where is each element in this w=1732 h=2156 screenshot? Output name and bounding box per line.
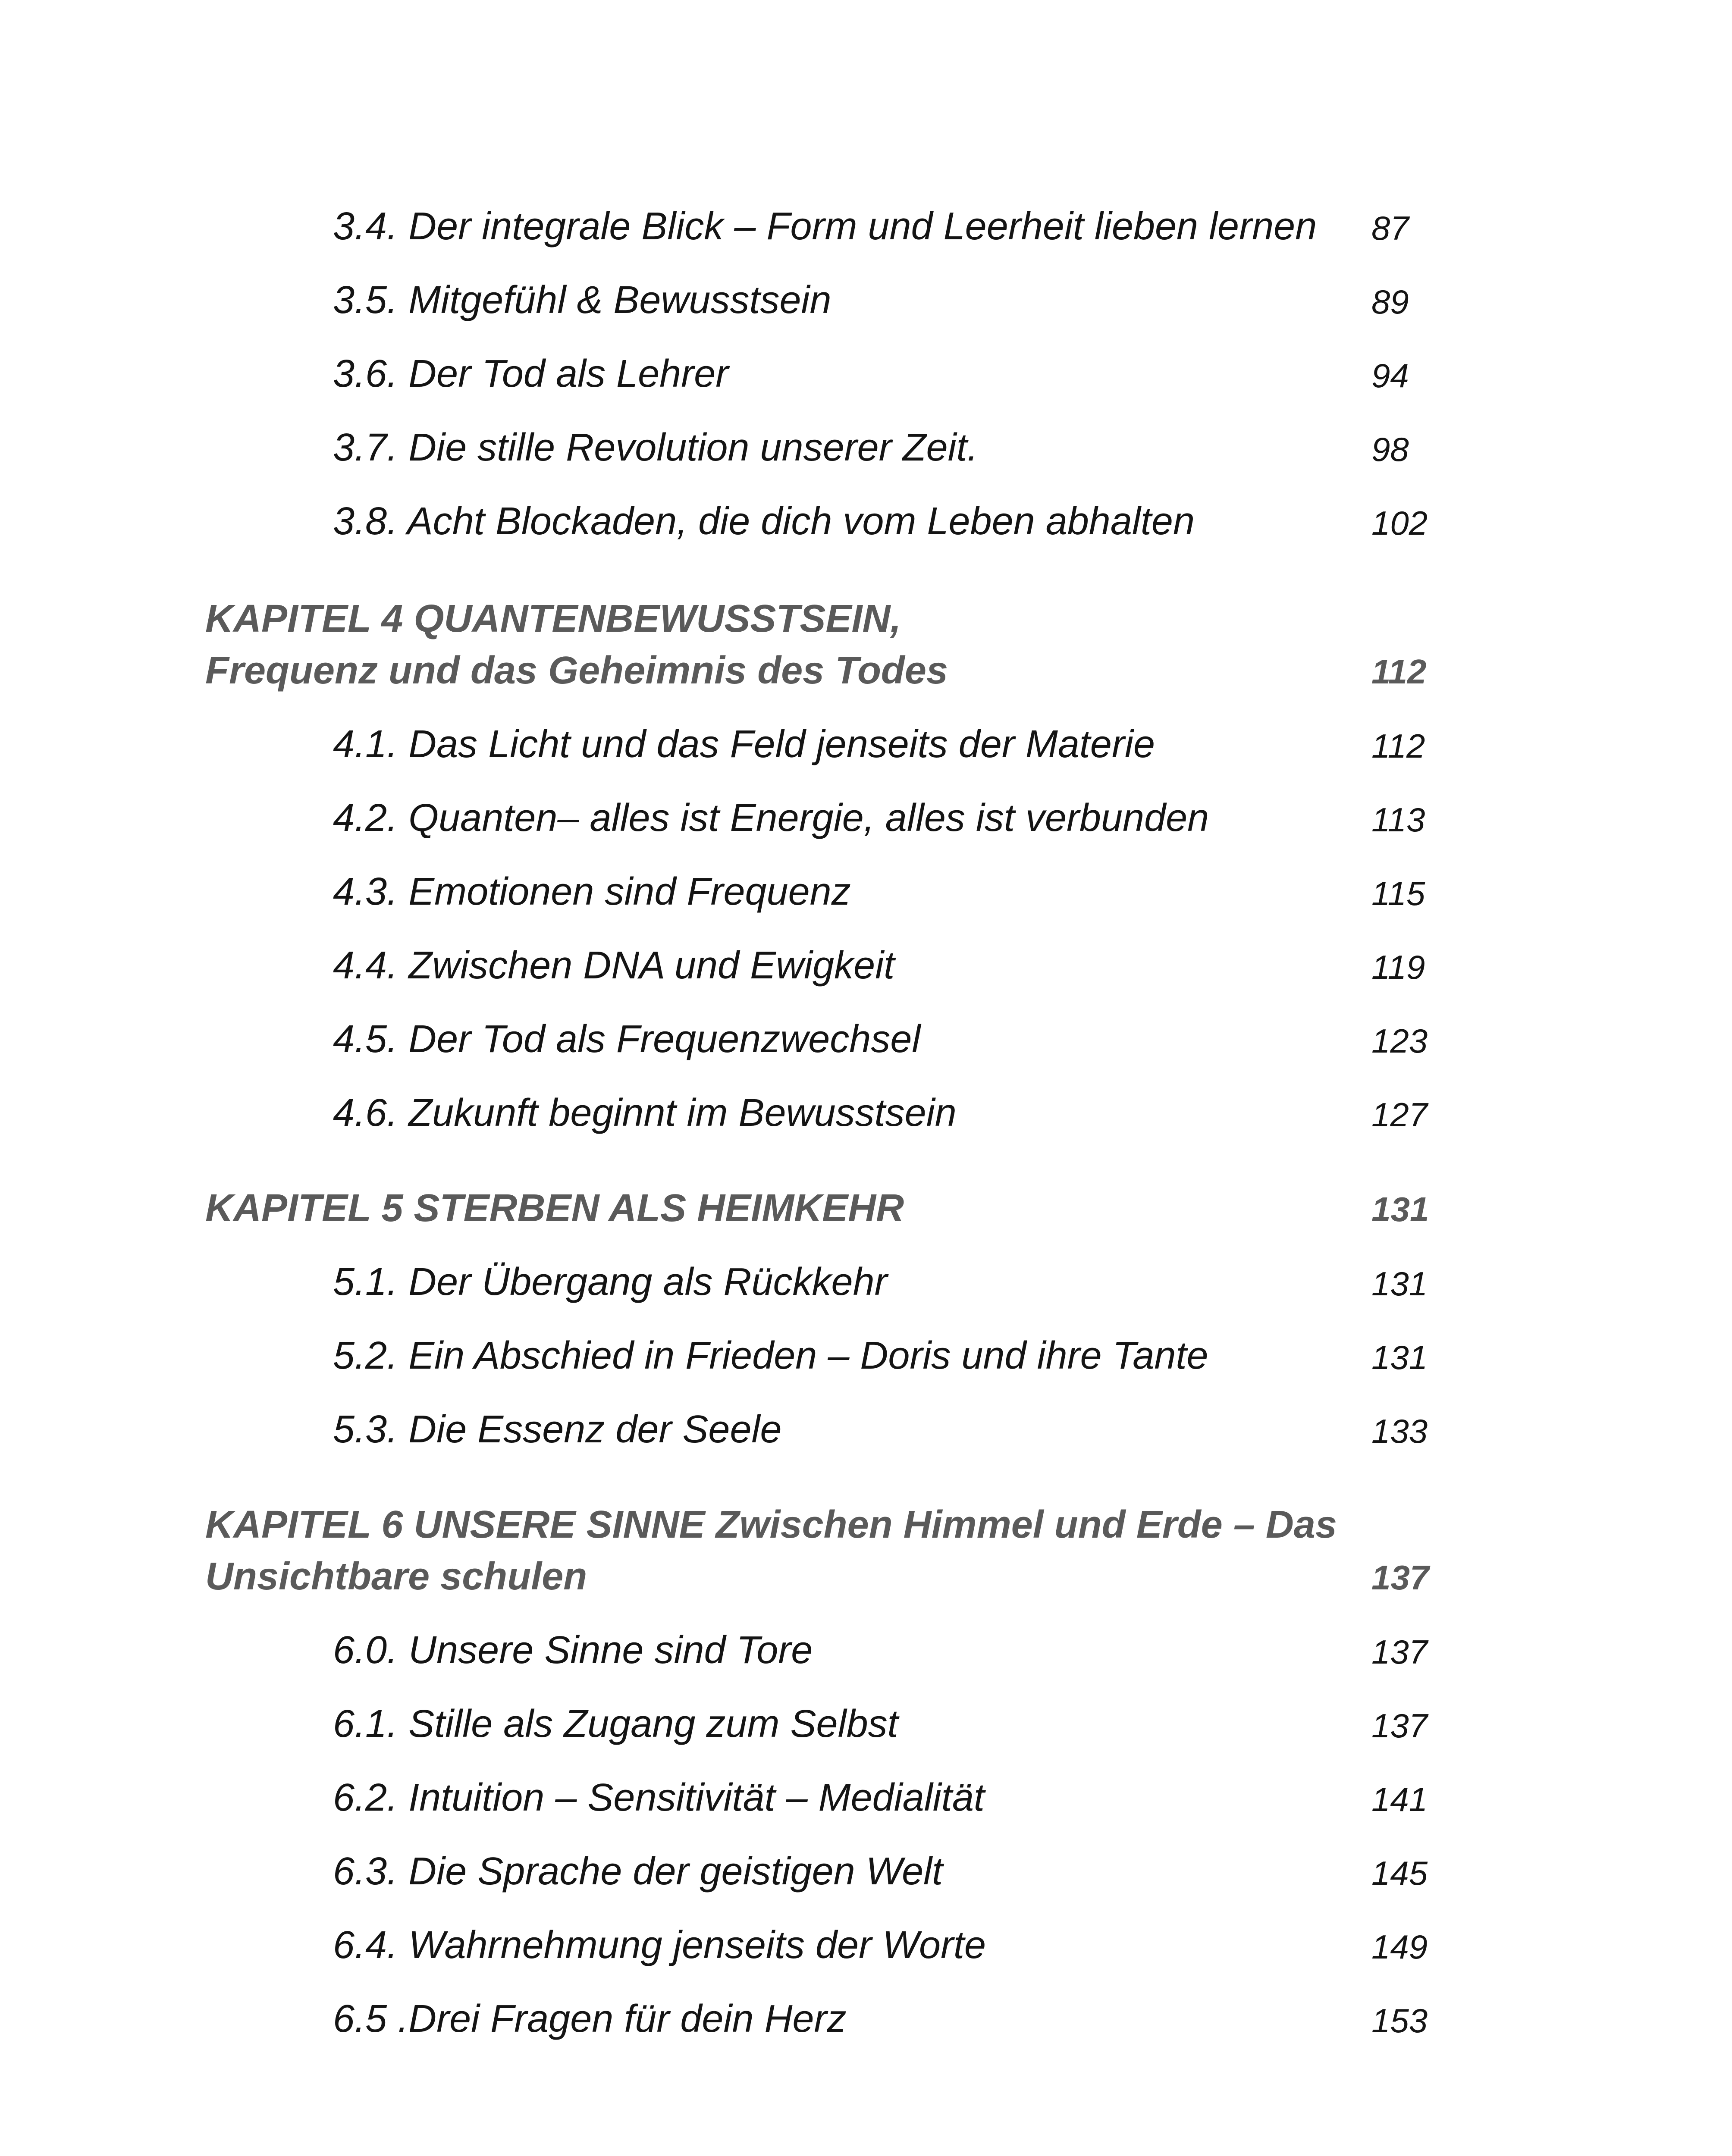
entry-page: 153: [1371, 2002, 1428, 2040]
entry-title: 3.8. Acht Blockaden, die dich vom Leben abhalten: [333, 500, 1195, 543]
entry-title: 4.1. Das Licht und das Feld jenseits der Materie: [333, 723, 1155, 766]
entry-page: 141: [1371, 1780, 1428, 1818]
entry-title: 6.3. Die Sprache der geistigen Welt: [333, 1850, 943, 1893]
entry-title: 6.2. Intuition – Sensitivität – Medialität: [333, 1776, 985, 1819]
entry-title: 3.6. Der Tod als Lehrer: [333, 352, 729, 395]
entry-page: 131: [1371, 1265, 1428, 1303]
entry-page: 137: [1371, 1633, 1428, 1671]
entry-title: 6.5 .Drei Fragen für dein Herz: [333, 1997, 847, 2040]
entry-title: 4.2. Quanten– alles ist Energie, alles ist verbunden: [333, 796, 1209, 840]
entry-page: 137: [1371, 1707, 1428, 1745]
entry-title: 3.7. Die stille Revolution unserer Zeit.: [333, 426, 978, 469]
entry-title: 4.3. Emotionen sind Frequenz: [333, 870, 851, 913]
entry-page: 145: [1371, 1854, 1428, 1892]
entry-page: 131: [1371, 1338, 1428, 1376]
entry-page: 89: [1371, 283, 1409, 321]
entry-page: 149: [1371, 1928, 1428, 1966]
entry-page: 133: [1371, 1412, 1428, 1450]
entry-title: 5.3. Die Essenz der Seele: [333, 1408, 782, 1451]
chapter-page: 137: [1371, 1558, 1429, 1597]
entry-title: 3.4. Der integrale Blick – Form und Leerheit lieben lernen: [333, 205, 1317, 248]
chapter-subtitle: Unsichtbare schulen: [205, 1555, 587, 1598]
entry-page: 112: [1371, 727, 1425, 765]
entry-title: 4.6. Zukunft beginnt im Bewusstsein: [333, 1091, 957, 1134]
entry-title: 5.2. Ein Abschied in Frieden – Doris und ihre Tante: [333, 1334, 1208, 1377]
entry-page: 127: [1371, 1096, 1428, 1134]
entry-page: 98: [1371, 430, 1409, 468]
entry-title: 4.5. Der Tod als Frequenzwechsel: [333, 1018, 921, 1061]
entry-title: 6.1. Stille als Zugang zum Selbst: [333, 1702, 898, 1745]
entry-title: 5.1. Der Übergang als Rückkehr: [333, 1260, 888, 1304]
chapter-page: 131: [1371, 1190, 1429, 1228]
entry-page: 87: [1371, 209, 1409, 247]
entry-page: 113: [1371, 801, 1425, 839]
chapter-title: KAPITEL 5 STERBEN ALS HEIMKEHR: [205, 1187, 904, 1230]
entry-page: 94: [1371, 357, 1409, 395]
chapter-title: KAPITEL 6 UNSERE SINNE Zwischen Himmel und Erde – Das: [205, 1503, 1337, 1546]
entry-title: 3.5. Mitgefühl & Bewusstsein: [333, 279, 831, 322]
entry-page: 119: [1371, 948, 1425, 986]
entry-title: 6.0. Unsere Sinne sind Tore: [333, 1629, 813, 1672]
entry-page: 115: [1371, 874, 1425, 912]
chapter-page: 112: [1371, 652, 1427, 691]
chapter-subtitle: Frequenz und das Geheimnis des Todes: [205, 649, 948, 692]
entry-title: 4.4. Zwischen DNA und Ewigkeit: [333, 944, 895, 987]
entry-title: 6.4. Wahrnehmung jenseits der Worte: [333, 1924, 986, 1967]
entry-page: 123: [1371, 1022, 1428, 1060]
chapter-title: KAPITEL 4 QUANTENBEWUSSTSEIN,: [205, 597, 901, 640]
entry-page: 102: [1371, 504, 1428, 542]
